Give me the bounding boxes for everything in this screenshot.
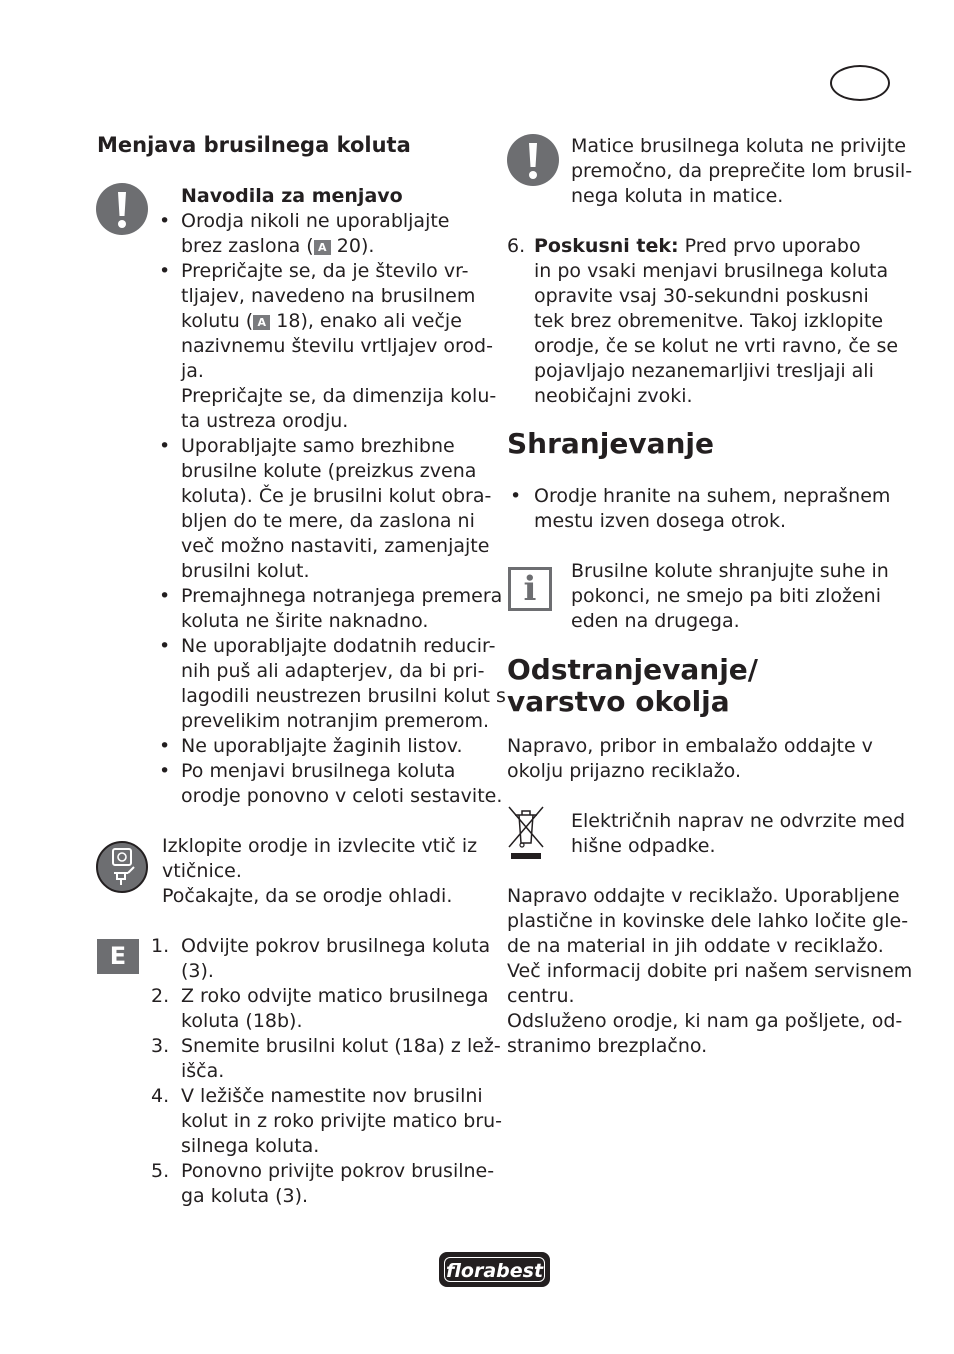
text-line: Orodje hranite na suhem, neprašnem: [534, 485, 891, 507]
text-line: orodje, če se kolut ne vrti ravno, če se: [534, 335, 899, 357]
text-line: brez zaslona ( A 20).: [181, 235, 375, 257]
text-line: centru.: [507, 985, 575, 1007]
bullet-mark: •: [159, 210, 171, 232]
text-line: Ne uporabljajte žaginih listov.: [181, 735, 463, 757]
unplug-icon: [96, 841, 148, 893]
text-line: Napravo oddajte v reciklažo. Uporabljene: [507, 885, 900, 907]
text-line: neobičajni zvoki.: [534, 385, 693, 407]
text-line: de na material in jih oddate v reciklažo.: [507, 935, 884, 957]
text-line: ga koluta (3).: [181, 1185, 309, 1207]
text-line: silnega koluta.: [181, 1135, 320, 1157]
warning-icon: [96, 183, 148, 235]
step-number: 6.: [507, 235, 526, 257]
text-line: Počakajte, da se orodje ohladi.: [162, 885, 453, 907]
text-line: Več informacij dobite pri našem servisnem: [507, 960, 913, 982]
text-line: koluta (18b).: [181, 1010, 303, 1032]
language-tab: [830, 65, 890, 101]
text-line: nih puš ali adapterjev, da bi pri-: [181, 660, 485, 682]
text-line: Snemite brusilni kolut (18a) z lež-: [181, 1035, 501, 1057]
text-line: Ne uporabljajte dodatnih reducir-: [181, 635, 496, 657]
text-line: plastične in kovinske dele lahko ločite gle-: [507, 910, 909, 932]
weee-bin-icon: [505, 803, 547, 861]
text-line: vtičnice.: [162, 860, 242, 882]
text-line: bljen do te mere, da zaslona ni: [181, 510, 475, 532]
warning-title: Navodila za menjavo: [181, 185, 403, 207]
step-number: 3.: [151, 1035, 170, 1057]
text-line: okolju prijazno reciklažo.: [507, 760, 742, 782]
step-number: 5.: [151, 1160, 170, 1182]
text-line: tljajev, navedeno na brusilnem: [181, 285, 476, 307]
text-line: nazivnemu številu vrtljajev orod-: [181, 335, 493, 357]
text-line: več možno nastaviti, zamenjajte: [181, 535, 490, 557]
text-line: Poskusni tek: Pred prvo uporabo: [534, 235, 861, 257]
info-icon: i: [508, 567, 552, 611]
text-line: pokonci, ne smejo pa biti zloženi: [571, 585, 882, 607]
step-number: 1.: [151, 935, 170, 957]
bullet-mark: •: [159, 585, 171, 607]
text-line: pojavljajo nezanemarljivi tresljaji ali: [534, 360, 874, 382]
section-tag-e: E: [97, 939, 139, 974]
text-line: premočno, da preprečite lom brusil-: [571, 160, 913, 182]
text-line: Izklopite orodje in izvlecite vtič iz: [162, 835, 478, 857]
step-number: 4.: [151, 1085, 170, 1107]
text-line: lagodili neustrezen brusilni kolut s: [181, 685, 506, 707]
logo-text: florabest: [445, 1260, 544, 1282]
text-line: kolut in z roko privijte matico bru-: [181, 1110, 503, 1132]
text-line: Napravo, pribor in embalažo oddajte v: [507, 735, 873, 757]
text-line: hišne odpadke.: [571, 835, 716, 857]
text-line: mestu izven dosega otrok.: [534, 510, 787, 532]
disposal-heading: varstvo okolja: [507, 685, 730, 718]
text-line: koluta ne širite naknadno.: [181, 610, 429, 632]
text-line: stranimo brezplačno.: [507, 1035, 708, 1057]
text-line: kolutu ( A 18), enako ali večje: [181, 310, 462, 332]
text-line: išča.: [181, 1060, 225, 1082]
text-line: nega koluta in matice.: [571, 185, 784, 207]
figure-ref-badge: A: [314, 240, 331, 255]
text-line: V ležišče namestite nov brusilni: [181, 1085, 483, 1107]
text-line: Odsluženo orodje, ki nam ga pošljete, od-: [507, 1010, 903, 1032]
text-line: Z roko odvijte matico brusilnega: [181, 985, 489, 1007]
text-line: Prepričajte se, da dimenzija kolu-: [181, 385, 497, 407]
text-line: Premajhnega notranjega premera: [181, 585, 503, 607]
text-line: tek brez obremenitve. Takoj izklopite: [534, 310, 884, 332]
storage-heading: Shranjevanje: [507, 427, 714, 460]
florabest-logo: [439, 1252, 550, 1287]
text-line: (3).: [181, 960, 214, 982]
text-line: eden na drugega.: [571, 610, 740, 632]
text-line: Električnih naprav ne odvrzite med: [571, 810, 906, 832]
text-line: orodje ponovno v celoti sestavite.: [181, 785, 503, 807]
text-line: brusilne kolute (preizkus zvena: [181, 460, 477, 482]
step-number: 2.: [151, 985, 170, 1007]
bullet-mark: •: [510, 485, 522, 507]
text-line: koluta). Če je brusilni kolut obra-: [181, 485, 492, 507]
text-line: opravite vsaj 30-sekundni poskusni: [534, 285, 869, 307]
figure-ref-badge: A: [253, 315, 270, 330]
text-line: Prepričajte se, da je število vr-: [181, 260, 469, 282]
text-line: Odvijte pokrov brusilnega koluta: [181, 935, 491, 957]
disposal-heading: Odstranjevanje/: [507, 653, 759, 686]
text-line: brusilni kolut.: [181, 560, 310, 582]
warning-icon: [507, 134, 559, 186]
bullet-mark: •: [159, 635, 171, 657]
text-line: Brusilne kolute shranjujte suhe in: [571, 560, 889, 582]
text-line: ja.: [181, 360, 204, 382]
section-heading-wheel-change: Menjava brusilnega koluta: [97, 133, 411, 157]
text-line: Po menjavi brusilnega koluta: [181, 760, 456, 782]
text-line: in po vsaki menjavi brusilnega koluta: [534, 260, 889, 282]
bullet-mark: •: [159, 735, 171, 757]
bullet-mark: •: [159, 260, 171, 282]
text-line: Uporabljajte samo brezhibne: [181, 435, 455, 457]
text-line: Ponovno privijte pokrov brusilne-: [181, 1160, 495, 1182]
test-run-label: Poskusni tek:: [534, 235, 679, 257]
text-line: Matice brusilnega koluta ne privijte: [571, 135, 907, 157]
text-line: Orodja nikoli ne uporabljajte: [181, 210, 450, 232]
text-line: ta ustreza orodju.: [181, 410, 349, 432]
bullet-mark: •: [159, 760, 171, 782]
bullet-mark: •: [159, 435, 171, 457]
text-line: prevelikim notranjim premerom.: [181, 710, 490, 732]
